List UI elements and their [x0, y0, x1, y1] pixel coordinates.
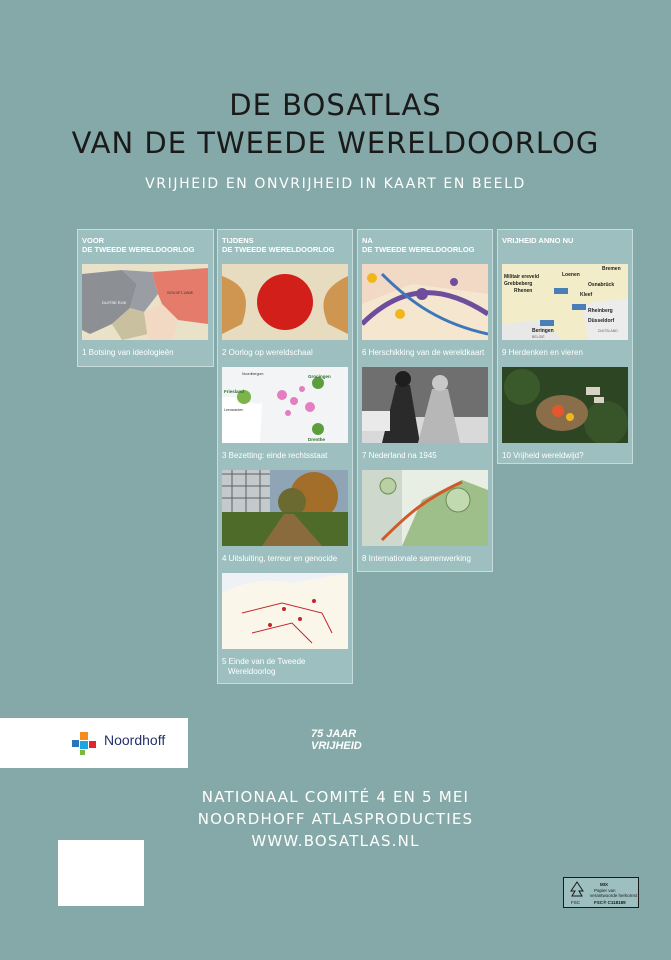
map-label-groningen: Groningen	[308, 374, 331, 379]
caption-9: 9 Herdenken en vieren	[502, 348, 583, 357]
anniversary-line-2: VRIJHEID	[311, 740, 362, 752]
heading-line-1: TIJDENS	[222, 236, 254, 245]
fsc-text-2: verantwoorde herkomst	[590, 893, 638, 898]
bottom-line-1: NATIONAAL COMITÉ 4 EN 5 MEI	[201, 788, 470, 806]
column-heading	[502, 236, 573, 245]
heading-line-2: DE TWEEDE WERELDOORLOG	[362, 245, 475, 254]
column-heading	[82, 236, 195, 254]
map-label-drenthe: Drenthe	[308, 437, 326, 442]
map-label-loenen: Loenen	[562, 272, 580, 278]
map-label-grebbeberg: Grebbeberg	[504, 281, 533, 287]
caption-3: 3 Bezetting: einde rechtsstaat	[222, 451, 328, 460]
heading-line-1: VRIJHEID ANNO NU	[502, 236, 574, 245]
map-thumbnail-europe[interactable]	[82, 264, 208, 340]
noordhoff-mark-icon	[72, 730, 98, 756]
caption-8: 8 Internationale samenwerking	[362, 554, 471, 563]
fsc-logo-text: FSC	[571, 900, 580, 905]
fsc-label	[563, 877, 639, 908]
publisher-logo[interactable]	[0, 718, 188, 768]
photo-park[interactable]	[222, 470, 348, 546]
column-voor	[77, 229, 214, 367]
fsc-mix: MIX	[600, 882, 609, 887]
column-vrijheid-anno-nu	[497, 229, 633, 464]
subtitle: VRIJHEID EN ONVRIJHEID IN KAART EN BEELD	[145, 176, 526, 192]
map-label-dusseldorf: Düsseldorf	[588, 318, 615, 324]
map-label-duits: DUITSE RIJK	[102, 300, 127, 305]
map-label-bremen: Bremen	[602, 266, 621, 272]
caption-7: 7 Nederland na 1945	[362, 451, 437, 460]
caption-5	[222, 657, 348, 677]
caption-5-line-1: 5 Einde van de Tweede	[222, 657, 306, 666]
publisher-name: Noordhoff	[104, 732, 166, 748]
map-label-duitsland: DUITSLAND	[598, 329, 618, 333]
map-thumbnail-landscape[interactable]	[362, 470, 488, 546]
fsc-text-1: Papier van	[594, 888, 616, 893]
map-label-rhenen: Rhenen	[514, 288, 533, 294]
bottom-line-2: NOORDHOFF ATLASPRODUCTIES	[197, 810, 474, 828]
column-tijdens	[217, 229, 353, 684]
heading-line-1: NA	[362, 236, 373, 245]
map-label-beringen: Beringen	[532, 328, 554, 334]
map-thumbnail-western-europe[interactable]	[222, 573, 348, 649]
map-thumbnail-world-migration[interactable]	[362, 264, 488, 340]
photo-protest[interactable]	[362, 367, 488, 443]
title-line-1: DE BOSATLAS	[229, 88, 442, 122]
barcode-area	[58, 840, 144, 906]
map-label-friesland: Friesland	[224, 389, 245, 394]
map-label-belgie: BELGIË	[532, 335, 545, 339]
column-na	[357, 229, 493, 572]
map-label-leeuwarden: Leeuwarden	[224, 408, 244, 412]
website-link[interactable]: WWW.BOSATLAS.NL	[251, 832, 420, 850]
fsc-tree-icon	[568, 881, 586, 899]
heading-line-2: DE TWEEDE WERELDOORLOG	[82, 245, 195, 254]
column-heading	[222, 236, 335, 254]
caption-5-line-2: Wereldoorlog	[228, 667, 276, 676]
heading-line-1: VOOR	[82, 236, 105, 245]
fsc-code: FSC® C118189	[594, 900, 626, 905]
map-thumbnail-memorials[interactable]	[502, 264, 628, 340]
heading-line-2: DE TWEEDE WERELDOORLOG	[222, 245, 335, 254]
caption-4: 4 Uitsluiting, terreur en genocide	[222, 554, 338, 563]
caption-10: 10 Vrijheid wereldwijd?	[502, 451, 584, 460]
map-label-ereveld: Militair ereveld	[504, 274, 540, 280]
caption-6: 6 Herschikking van de wereldkaart	[362, 348, 485, 357]
photo-tiger-flag[interactable]	[222, 264, 348, 340]
column-heading	[362, 236, 475, 254]
map-label-osnabruck: Osnabrück	[588, 282, 615, 288]
map-thumbnail-netherlands-provinces[interactable]	[222, 367, 348, 443]
map-label-sovjet: SOVJET-UNIE	[167, 290, 194, 295]
anniversary-line-1: 75 JAAR	[311, 728, 357, 740]
photo-aerial-festival[interactable]	[502, 367, 628, 443]
map-label-noordbergum: Noordbergum	[242, 372, 264, 376]
map-label-rheinberg: Rheinberg	[588, 308, 613, 314]
map-label-kleef: Kleef	[580, 292, 593, 298]
caption-1: 1 Botsing van ideologieën	[82, 348, 174, 357]
anniversary-logo	[311, 728, 411, 758]
title-line-2: VAN DE TWEEDE WERELDOORLOG	[71, 126, 600, 160]
caption-2: 2 Oorlog op wereldschaal	[222, 348, 313, 357]
